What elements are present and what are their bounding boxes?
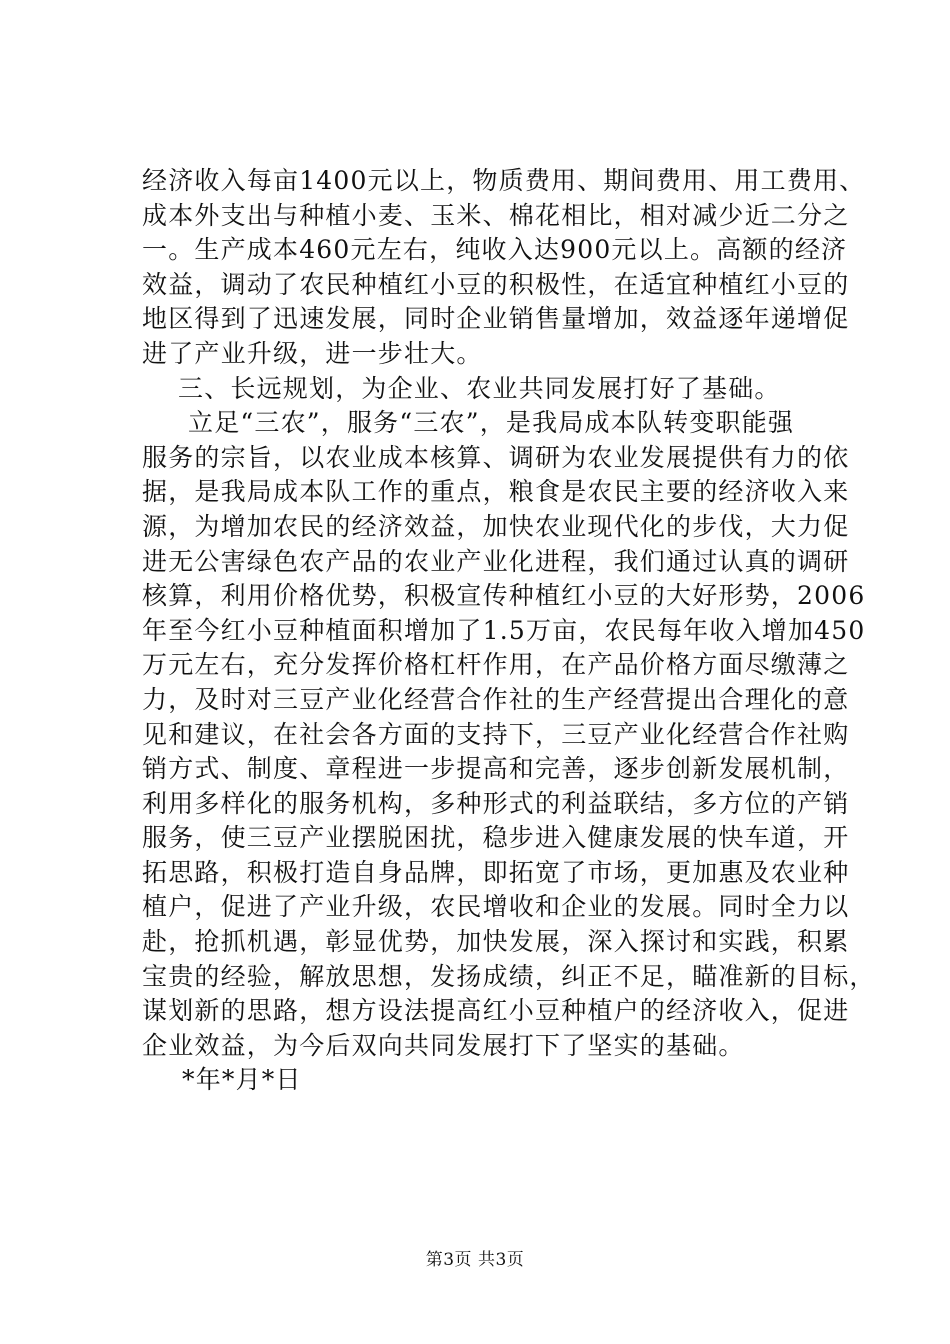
paragraph-line: 万元左右，充分发挥价格杠杆作用，在产品价格方面尽缴薄之 bbox=[142, 650, 850, 680]
body-line: 效益，调动了农民种植红小豆的积极性，在适宜种植红小豆的 bbox=[142, 269, 850, 299]
body-line: 成本外支出与种植小麦、玉米、棉花相比，相对减少近二分之 bbox=[142, 200, 850, 230]
paragraph-line: 赴，抢抓机遇，彰显优势，加快发展，深入探讨和实践，积累 bbox=[142, 927, 850, 957]
paragraph-line: 源，为增加农民的经济效益，加快农业现代化的步伐，大力促 bbox=[142, 511, 850, 541]
paragraph-line: 年至今红小豆种植面积增加了1.5万亩，农民每年收入增加450 bbox=[142, 615, 866, 645]
paragraph-line: 力，及时对三豆产业化经营合作社的生产经营提出合理化的意 bbox=[142, 684, 850, 714]
paragraph-line: 拓思路，积极打造自身品牌，即拓宽了市场，更加惠及农业种 bbox=[142, 857, 850, 887]
paragraph-line: 利用多样化的服务机构，多种形式的利益联结，多方位的产销 bbox=[142, 788, 850, 818]
paragraph-line: 服务，使三豆产业摆脱困扰，稳步进入健康发展的快车道，开 bbox=[142, 823, 850, 853]
paragraph-line: 企业效益，为今后双向共同发展打下了坚实的基础。 bbox=[142, 1030, 745, 1060]
body-line: 一。生产成本460元左右，纯收入达900元以上。高额的经济 bbox=[142, 235, 848, 265]
paragraph-line: 谋划新的思路，想方设法提高红小豆种植户的经济收入，促进 bbox=[142, 996, 850, 1026]
section-heading: 三、长远规划，为企业、农业共同发展打好了基础。 bbox=[178, 373, 781, 403]
paragraph-line: 服务的宗旨，以农业成本核算、调研为农业发展提供有力的依 bbox=[142, 442, 850, 472]
paragraph-line: 见和建议，在社会各方面的支持下，三豆产业化经营合作社购 bbox=[142, 719, 850, 749]
page-footer bbox=[0, 1245, 950, 1270]
document-body bbox=[142, 164, 876, 1098]
paragraph-line: 进无公害绿色农产品的农业产业化进程，我们通过认真的调研 bbox=[142, 546, 850, 576]
paragraph-line: 植户，促进了产业升级，农民增收和企业的发展。同时全力以 bbox=[142, 892, 850, 922]
page-number: 第3页 共3页 bbox=[425, 1250, 525, 1270]
paragraph-line: 宝贵的经验，解放思想，发扬成绩，纠正不足，瞄准新的目标， bbox=[142, 961, 876, 991]
body-line: 地区得到了迅速发展，同时企业销售量增加，效益逐年递增促 bbox=[142, 304, 850, 334]
body-line: 进了产业升级，进一步壮大。 bbox=[142, 338, 483, 368]
paragraph-line: 销方式、制度、章程进一步提高和完善，逐步创新发展机制， bbox=[142, 754, 850, 784]
paragraph-line: 立足“三农”，服务“三农”，是我局成本队转变职能强 bbox=[188, 408, 795, 438]
document-date: *年*月*日 bbox=[182, 1065, 302, 1095]
paragraph-line: 据，是我局成本队工作的重点，粮食是农民主要的经济收入来 bbox=[142, 477, 850, 507]
paragraph-line: 核算，利用价格优势，积极宣传种植红小豆的大好形势，2006 bbox=[142, 581, 866, 611]
body-line: 经济收入每亩1400元以上，物质费用、期间费用、用工费用、 bbox=[142, 166, 866, 195]
